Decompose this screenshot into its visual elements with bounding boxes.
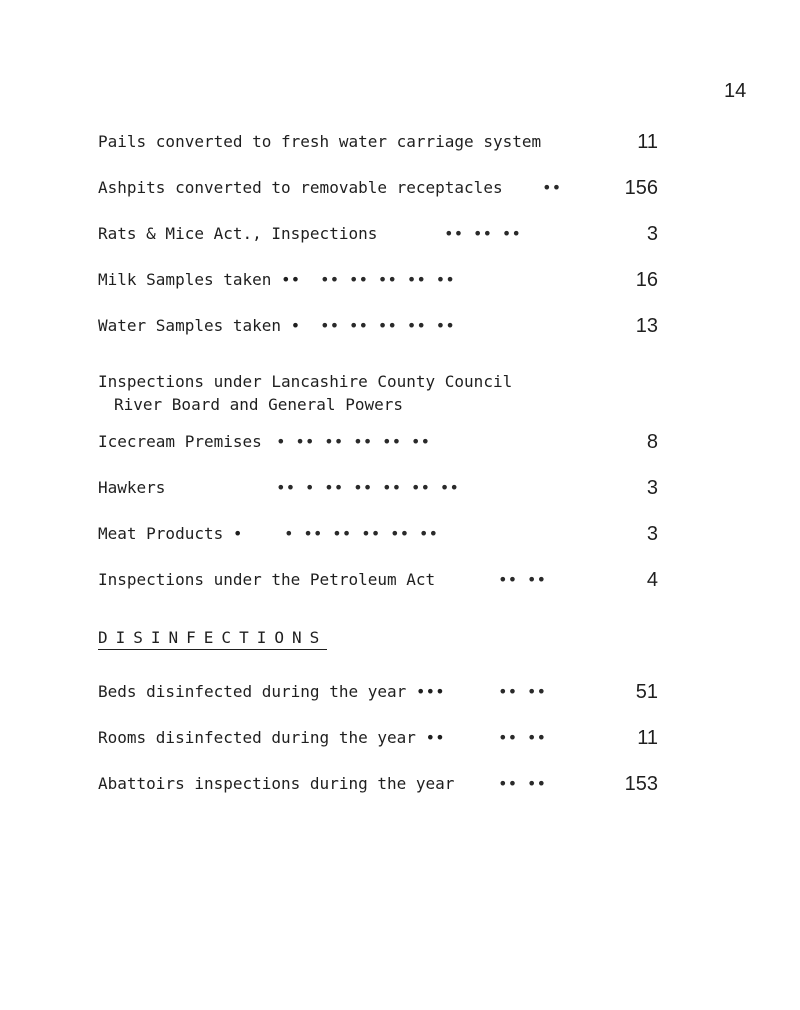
row-label: Abattoirs inspections during the year: [98, 774, 455, 793]
row-leader: •• •• ••: [444, 224, 522, 243]
row-leader: •• •• •• •• ••: [320, 270, 455, 289]
row-value: 4: [646, 569, 658, 591]
row-value: 16: [635, 269, 658, 291]
row-value: 3: [646, 477, 658, 499]
row-label: Hawkers: [98, 478, 166, 497]
row-leader: •• ••: [498, 728, 547, 747]
row-hawkers: [98, 474, 658, 502]
row-label: Beds disinfected during the year •••: [98, 682, 445, 701]
row-value: 3: [646, 223, 658, 245]
row-value: 13: [635, 315, 658, 337]
row-abattoirs: [98, 770, 658, 798]
row-beds-disinfected: [98, 678, 658, 706]
row-leader: ••: [542, 178, 562, 197]
row-value: 153: [624, 773, 658, 795]
row-label: Rooms disinfected during the year ••: [98, 728, 445, 747]
row-milk-samples: [98, 266, 658, 294]
row-water-samples: [98, 312, 658, 340]
row-leader: •• ••: [498, 570, 547, 589]
row-label: Inspections under the Petroleum Act: [98, 570, 436, 589]
row-leader: •• • •• •• •• •• ••: [276, 478, 460, 497]
inspections-heading: [98, 370, 512, 416]
row-label: Pails converted to fresh water carriage system: [98, 132, 542, 151]
inspections-heading-line1: Inspections under Lancashire County Council: [98, 372, 513, 391]
row-value: 11: [637, 727, 658, 749]
inspections-heading-line2: River Board and General Powers: [114, 395, 403, 414]
row-leader: •• ••: [498, 682, 547, 701]
row-label: Water Samples taken •: [98, 316, 301, 335]
disinfections-title: DISINFECTIONS: [98, 628, 327, 650]
row-rats-mice: [98, 220, 658, 248]
row-leader: • •• •• •• •• ••: [284, 524, 439, 543]
row-value: 51: [635, 681, 658, 703]
row-label: Ashpits converted to removable receptacles: [98, 178, 503, 197]
row-icecream: [98, 428, 658, 456]
row-label: Icecream Premises: [98, 432, 262, 451]
row-pails: [98, 128, 658, 156]
row-leader: • •• •• •• •• ••: [276, 432, 431, 451]
row-ashpits: [98, 174, 658, 202]
row-value: 8: [646, 431, 658, 453]
row-value: 156: [624, 177, 658, 199]
row-label: Milk Samples taken ••: [98, 270, 301, 289]
row-leader: •• ••: [498, 774, 547, 793]
row-label: Rats & Mice Act., Inspections: [98, 224, 378, 243]
row-label: Meat Products •: [98, 524, 243, 543]
row-rooms-disinfected: [98, 724, 658, 752]
page-number: 14: [724, 80, 747, 102]
row-meat-products: [98, 520, 658, 548]
row-value: 11: [637, 131, 658, 153]
row-petroleum: [98, 566, 658, 594]
row-leader: •• •• •• •• ••: [320, 316, 455, 335]
row-value: 3: [646, 523, 658, 545]
